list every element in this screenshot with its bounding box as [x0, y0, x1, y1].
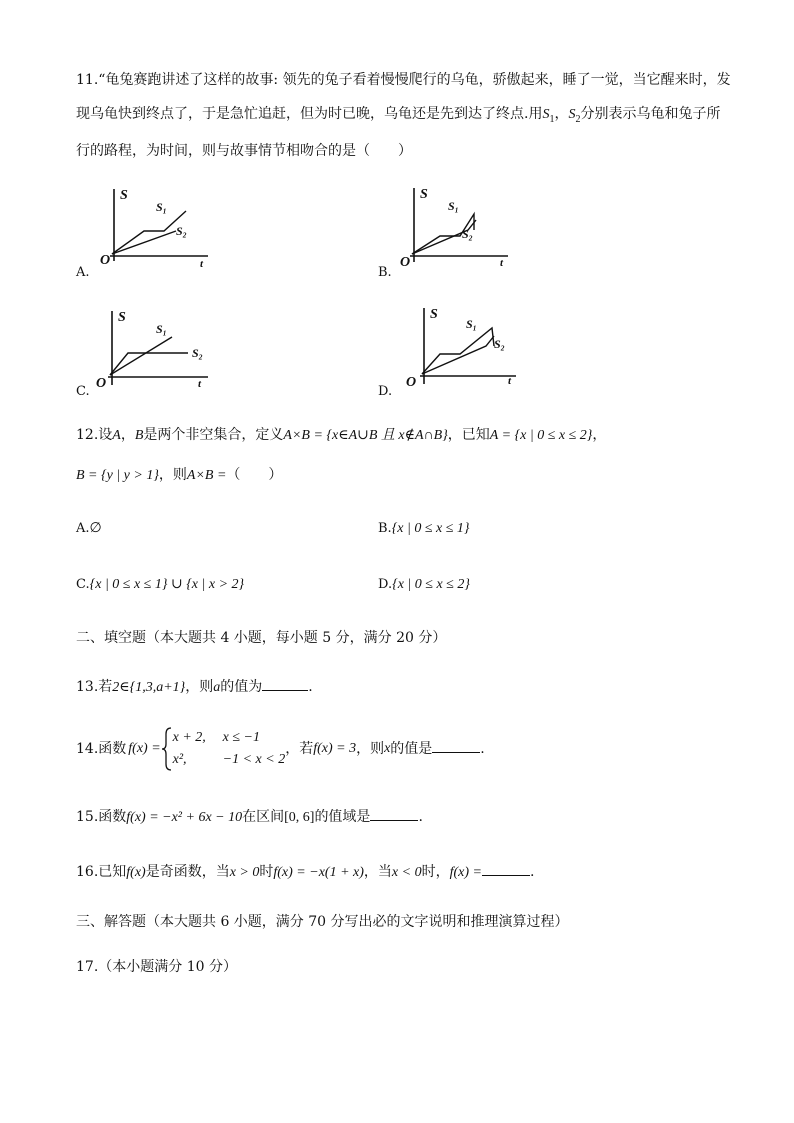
graph-d-s-axis-label: S: [430, 307, 438, 322]
q11-graph-d: [400, 300, 525, 390]
q15-answer-blank: [370, 820, 418, 821]
q12-option-d: D.{x | 0 ≤ x ≤ 2}: [378, 577, 470, 592]
q15: 15.函数f(x) = −x² + 6x − 10在区间[0, 6]的值域是 .: [76, 809, 423, 825]
graph-a-s-axis-label: S: [120, 188, 128, 203]
q12-option-a: A.∅: [76, 521, 102, 536]
graph-c-t-axis-label: t: [198, 378, 202, 390]
q14-brace: [161, 726, 173, 772]
q11-graph-a: [94, 183, 214, 268]
graph-d-s2-label: S₂: [494, 337, 505, 351]
graph-a-origin-label: O: [100, 253, 111, 268]
graph-c-origin-label: O: [96, 376, 107, 390]
graph-c-s2-label: S₂: [192, 346, 203, 360]
q16: 16.已知f(x)是奇函数，当x > 0时f(x) = −x(1 + x)，当x < 0时，f(x) = .: [76, 864, 535, 880]
graph-b-s2-label: S₂: [462, 227, 473, 241]
q17-heading: 17.（本小题满分 10 分）: [76, 959, 237, 975]
q12-line1: 12.设A，B是两个非空集合，定义A×B = {x∈A∪B 且 x∉A∩B}，已知A = {x | 0 ≤ x ≤ 2}，: [76, 427, 607, 443]
q14-answer-blank: [432, 738, 480, 753]
q13: 13.若2∈{1,3,a+1}，则a的值为 .: [76, 679, 313, 695]
q14: 14.函数 f(x) = x + 2, x ≤ −1 x², −1 < x < 2 ，若f(x) = 3，则x的值是 .: [76, 726, 485, 772]
q11-option-d-label: D.: [378, 384, 393, 399]
q13-answer-blank: [262, 690, 308, 691]
graph-d-origin-label: O: [406, 375, 417, 390]
q11-line1: 11.“龟兔赛跑讲述了这样的故事: 领先的兔子看着慢慢爬行的乌龟，骄傲起来，睡了一觉，当它醒来时，发: [76, 72, 731, 88]
q12-set-a: A = {x | 0 ≤ x ≤ 2}: [489, 428, 593, 443]
section3-heading: 三、解答题（本大题共 6 小题，满分 70 分写出必的文字说明和推理演算过程）: [76, 914, 569, 930]
q12-option-c: C.{x | 0 ≤ x ≤ 1} ∪ {x | x > 2}: [76, 577, 245, 592]
graph-b-t-axis-label: t: [500, 257, 504, 268]
graph-d-s1-label: S₁: [466, 317, 477, 331]
q11-line3: 行的路程，为时间，则与故事情节相吻合的是（ ）: [76, 143, 412, 159]
graph-b-origin-label: O: [400, 255, 411, 268]
q11-line2: 现乌龟快到终点了，于是急忙追赶，但为时已晚，乌龟还是先到达了终点.用$S_1$，$S_2$分别表示乌龟和兔子所: [76, 106, 721, 125]
q12-definition: A×B = {x∈A∪B 且 x∉A∩B}: [283, 428, 448, 443]
q11-graph-b: [396, 180, 516, 268]
q12-option-b: B.{x | 0 ≤ x ≤ 1}: [378, 521, 470, 536]
q11-option-a-label: A.: [76, 265, 90, 280]
q11-option-b-label: B.: [378, 265, 392, 280]
q12-line2: B = {y | y > 1}，则A×B =（ ）: [76, 467, 283, 483]
q16-answer-blank: [482, 875, 530, 876]
graph-a-s1-label: S₁: [156, 200, 167, 214]
q11-graph-c: [92, 305, 217, 390]
section2-heading: 二、填空题（本大题共 4 小题，每小题 5 分，满分 20 分）: [76, 630, 447, 646]
graph-c-s-axis-label: S: [118, 310, 126, 325]
graph-a-s2-label: S₂: [176, 224, 187, 238]
graph-b-s-axis-label: S: [420, 187, 428, 202]
q11-option-c-label: C.: [76, 384, 90, 399]
graph-c-s1-label: S₁: [156, 322, 167, 336]
q12-set-b: B = {y | y > 1}: [76, 468, 159, 483]
graph-b-s1-label: S₁: [448, 199, 459, 213]
graph-d-t-axis-label: t: [508, 375, 512, 387]
graph-a-t-axis-label: t: [200, 258, 204, 268]
